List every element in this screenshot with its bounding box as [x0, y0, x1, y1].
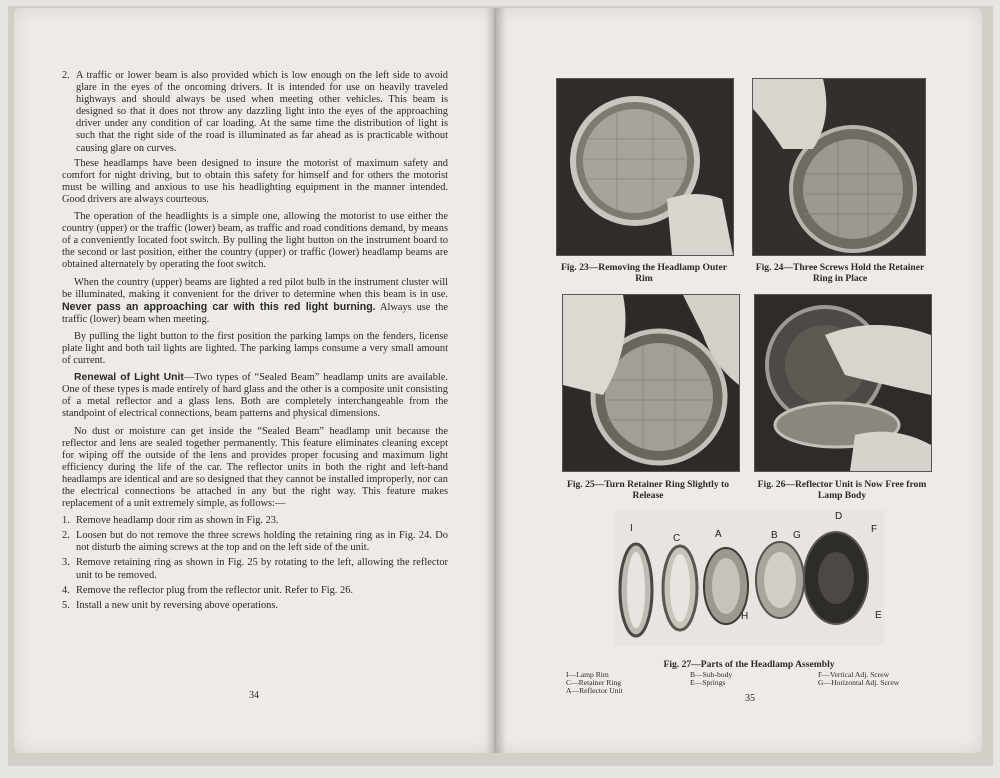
legend-col-2: [690, 671, 800, 687]
left-page-number: 34: [249, 690, 259, 701]
list-item: [62, 600, 448, 612]
fig25-photo: [562, 294, 740, 472]
renewal-text: —Two types of “Sealed Beam” headlamp units are available. One of these types is made entirely of hard glass and the other is a composite unit consisting of a metal reflector and a glass lens. Both are completely interchangeable from the standpoint of electrical connections, beam patterns and physical dimensions.: [62, 372, 448, 420]
fig24-caption: Fig. 24—Three Screws Hold the Retainer Ring in Place: [755, 262, 925, 284]
part-label-f: F: [871, 524, 878, 535]
list-item: [62, 530, 448, 554]
item-number: 2.: [62, 70, 70, 81]
retainer-screws-image: [753, 79, 925, 255]
legend-entry: E—Springs: [690, 678, 726, 688]
part-label-c: C: [673, 533, 681, 544]
step-number: 3.: [62, 557, 70, 569]
paragraph-renewal: [62, 372, 448, 420]
fig27-caption: Fig. 27—Parts of the Headlamp Assembly: [663, 659, 835, 670]
fig26-photo: [754, 294, 932, 472]
part-label-b: B: [771, 530, 778, 541]
list-item: [62, 585, 448, 597]
legend-entry: F—Vertical Adj. Screw: [818, 670, 890, 679]
step-text: Remove headlamp door rim as shown in Fig. 23.: [76, 515, 279, 527]
legend-col-1: [566, 671, 696, 696]
pilot-text: When the country (upper) beams are lighted a red pilot bulb in the instrument cluster will be illuminated, making it convenient for the driver to determine when this beam is in use.: [62, 276, 448, 300]
part-label-h: H: [741, 611, 749, 622]
fig25-caption: Fig. 25—Turn Retainer Ring Slightly to Release: [566, 479, 730, 501]
legend-entry: C—Retainer Ring: [566, 678, 622, 688]
legend-entry: I—Lamp Rim: [566, 670, 609, 679]
fig26-caption: Fig. 26—Reflector Unit is Now Free from Lamp Body: [757, 479, 927, 501]
left-text-column: [62, 70, 448, 615]
pilot-warning: Never pass an approaching car with this red light burning.: [62, 300, 376, 313]
paragraph-pilot-bulb: [62, 277, 448, 326]
part-label-e: E: [875, 610, 882, 621]
list-item-2: [62, 70, 448, 155]
part-label-i: I: [630, 523, 633, 534]
steps-list: [62, 515, 448, 612]
paragraph-safety: These headlamps have been designed to insure the motorist of maximum safety and comfort for night driving, but to obtain this safety for himself and for others the motorist must be willing and anxious to use his headlighting equipment in the manner intended. Good drivers are always courteous.: [62, 157, 448, 205]
part-label-d: D: [835, 511, 843, 522]
legend-entry: A—Reflector Unit: [566, 686, 623, 696]
step-text: Remove retaining ring as shown in Fig. 25 by rotating to the left, allowing the reflector unit to be removed.: [76, 557, 448, 581]
list-item: [62, 515, 448, 527]
page-gutter: [486, 8, 506, 753]
pilot-text-after: Always use the traffic (lower) beam when meeting.: [62, 301, 448, 325]
section-heading: Renewal of Light Unit: [74, 372, 184, 384]
legend-entry: G—Horizontal Adj. Screw: [818, 678, 900, 688]
paragraph-parking: By pulling the light button to the first position the parking lamps on the fenders, license plate light and both tail lights are lighted. The parking lamps consume a very small amount of current.: [62, 330, 448, 367]
list-item: [62, 557, 448, 581]
headlamp-rim-image: [557, 79, 733, 255]
fig23-photo: [556, 78, 734, 256]
paragraph-operation: The operation of the headlights is a simple one, allowing the motorist to use either the country (upper) or the traffic (lower) beam, as traffic and road conditions demand, by means of a conveniently located foot switch. By pulling the light button on the instrument board to the second or last position, either the country (upper) or traffic (lower) headlamp beams are obtained alternately by operating the foot switch.: [62, 211, 448, 271]
reflector-unit-image: [755, 295, 931, 471]
item-text: A traffic or lower beam is also provided which is low enough on the left side to avoid glare in the eyes of the oncoming drivers. It is intended for use on heavily traveled highways and should always be used when meeting other vehicles. This beam is designed so that it does not throw any dazzling light into the eyes of the approaching driver under any condition of car loading. At the same time the distribution of light is such that the right side of the road is illuminated as far ahead as is practicable without causing glare on curves.: [76, 70, 448, 154]
fig27-photo: [614, 510, 884, 646]
step-text: Loosen but do not remove the three screws holding the retaining ring as in Fig. 24. Do not disturb the aiming screws at the top and on the left side of the unit.: [76, 530, 448, 554]
fig23-caption: Fig. 23—Removing the Headlamp Outer Rim: [560, 262, 727, 284]
legend-entry: B—Sub-body: [690, 670, 733, 679]
step-number: 5.: [62, 599, 70, 611]
headlamp-parts-image: [614, 510, 884, 646]
step-text: Remove the reflector plug from the reflector unit. Refer to Fig. 26.: [76, 584, 353, 596]
step-number: 4.: [62, 584, 70, 596]
part-label-a: A: [715, 529, 722, 540]
part-label-g: G: [793, 530, 801, 541]
fig24-photo: [752, 78, 926, 256]
retainer-ring-image: [563, 295, 739, 471]
step-text: Install a new unit by reversing above operations.: [76, 599, 278, 611]
paragraph-moisture: No dust or moisture can get inside the “Sealed Beam” headlamp unit because the reflector and lens are sealed together permanently. This feature eliminates cleaning except for wiping off the outside of the lens and provides proper focusing and maximum light efficiency during the life of the car. The reflector units in both the right and left-hand headlamps are identical and are so designed that they cannot be installed improperly, nor can the electrical connections be attached in any but the right way. This feature makes replacement of a unit extremely simple, as follows:—: [62, 425, 448, 510]
step-number: 2.: [62, 530, 70, 542]
legend-col-3: [818, 671, 928, 687]
step-number: 1.: [62, 515, 70, 527]
right-page-number: 35: [745, 693, 755, 704]
